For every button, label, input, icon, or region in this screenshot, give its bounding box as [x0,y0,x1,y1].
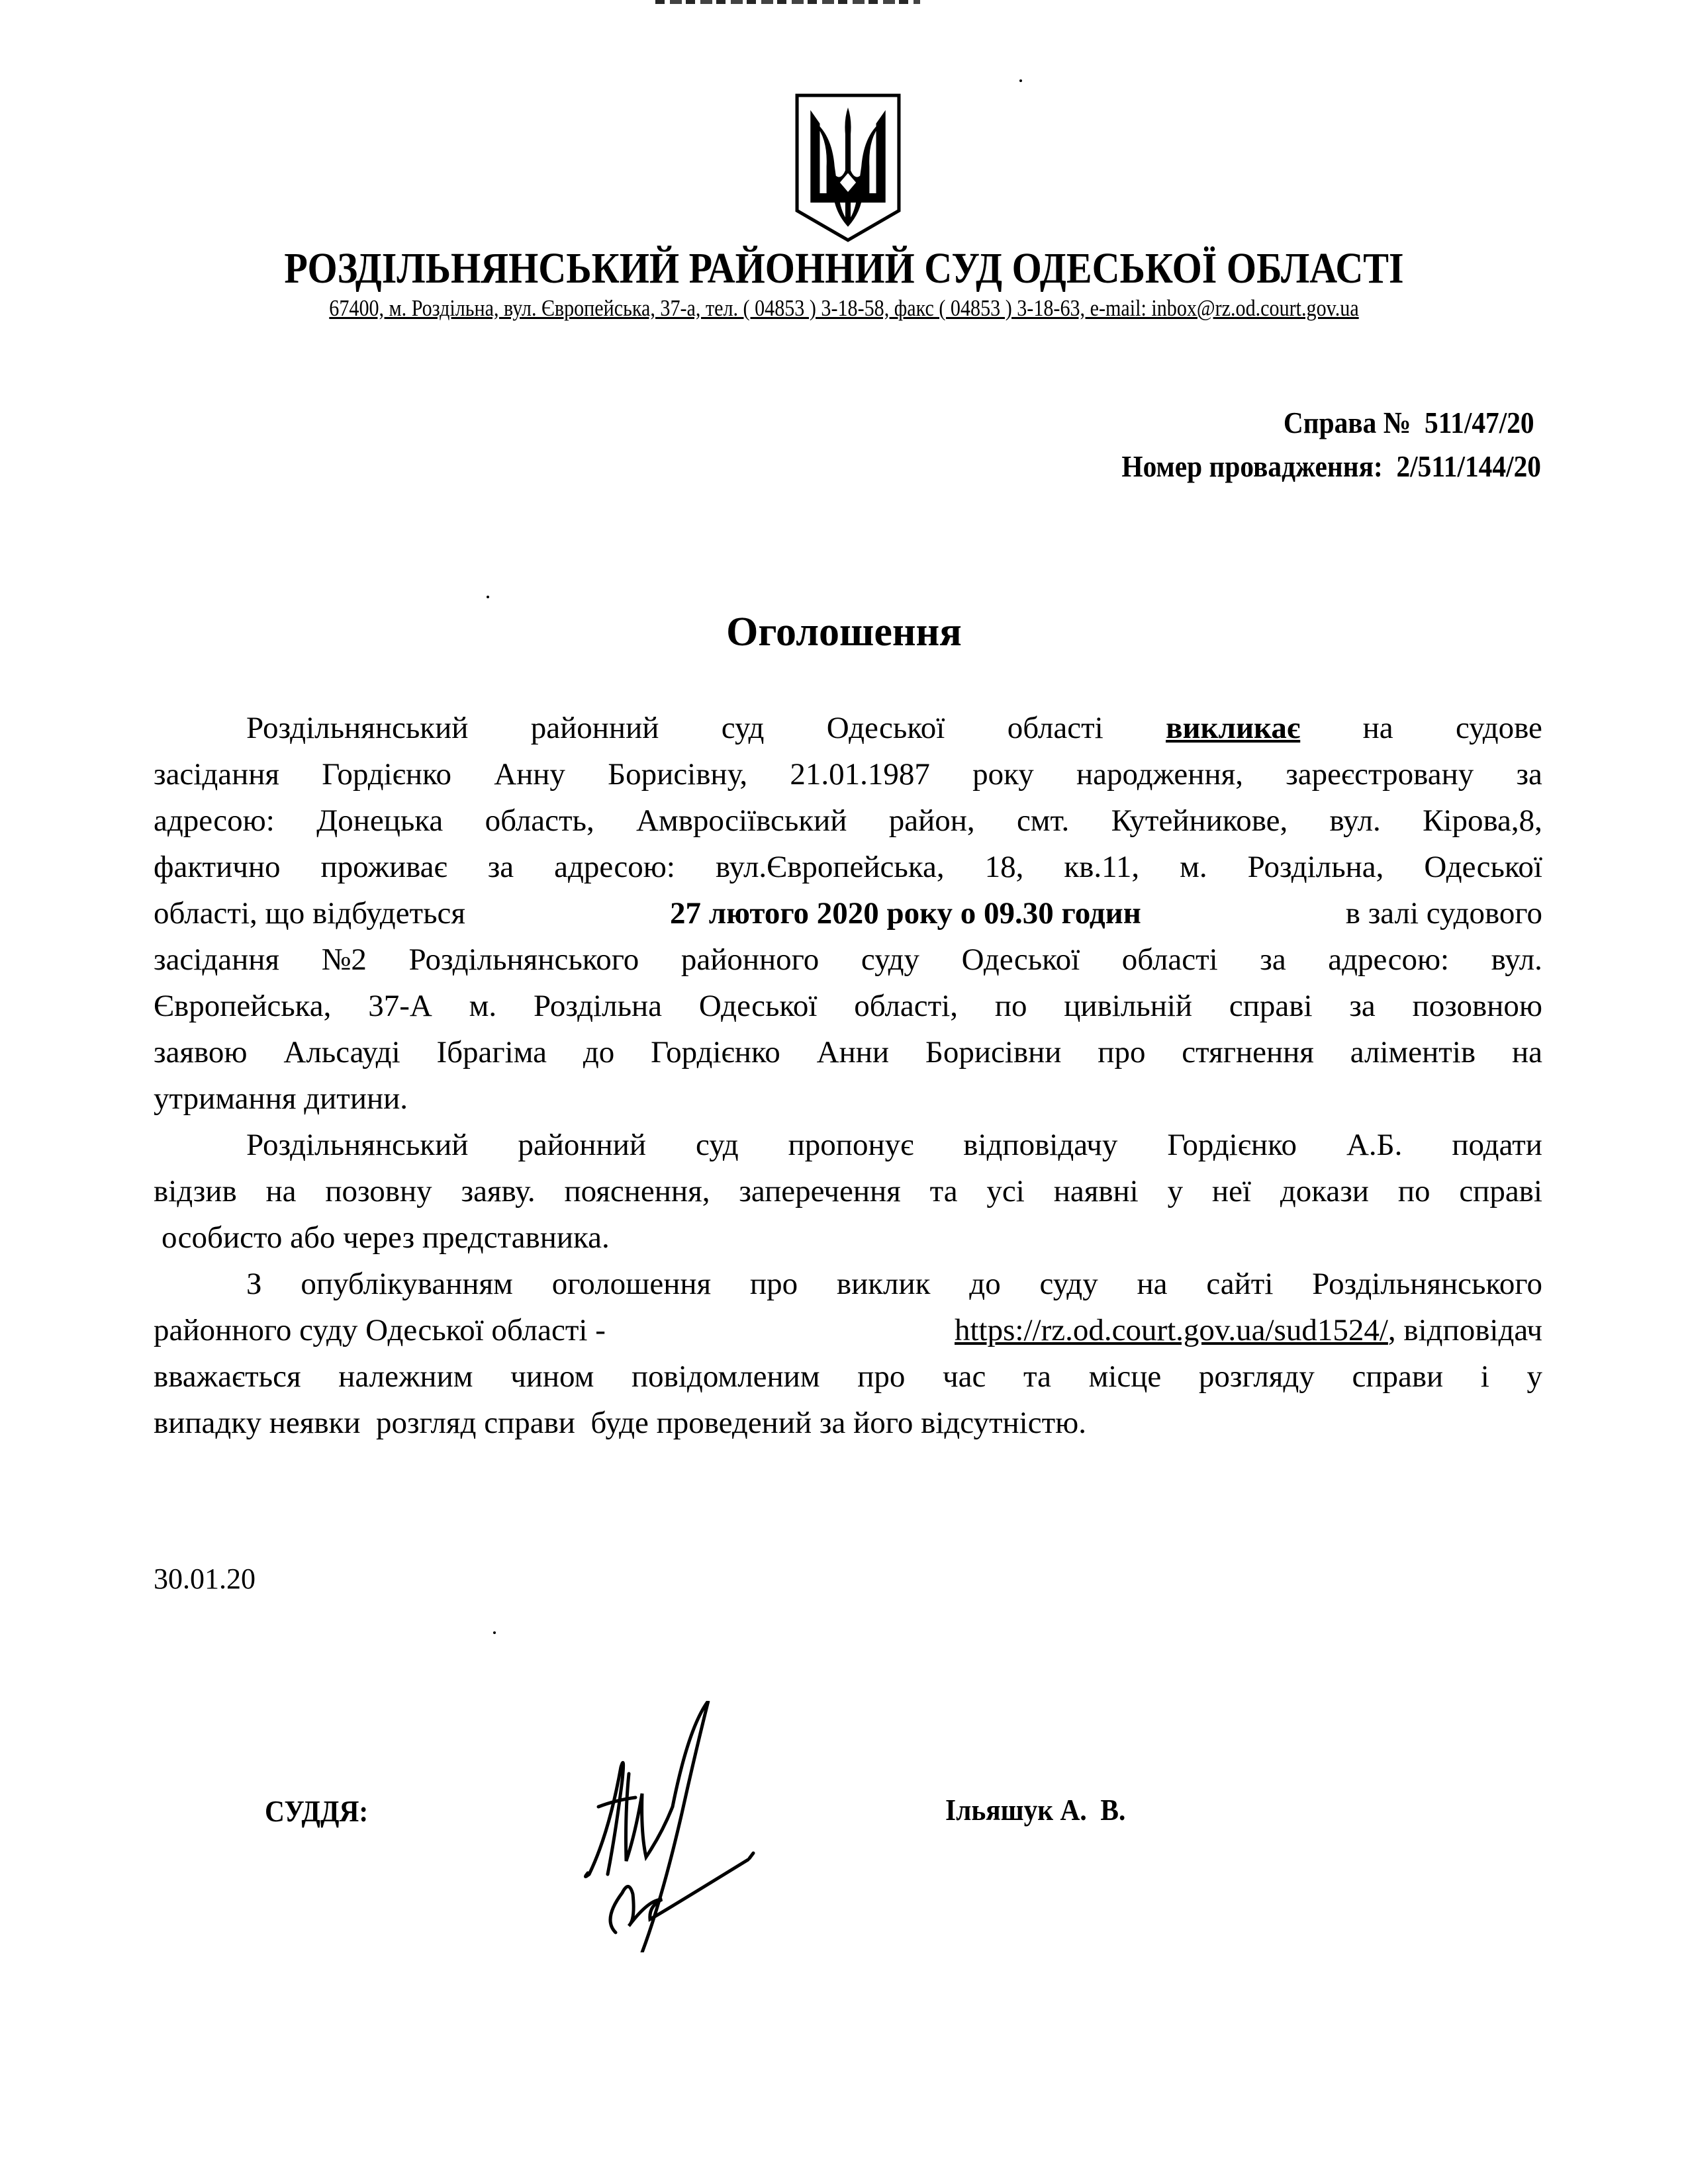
word: пропонує [788,1128,914,1162]
word: належним [338,1359,473,1394]
proceeding-number: 2/511/144/20 [1396,449,1541,483]
body-line [154,801,1542,841]
word: справі [1229,989,1313,1023]
word: районний [518,1128,646,1162]
word: за [1516,757,1542,792]
word: З [246,1267,262,1301]
word: на [1362,711,1393,745]
body-line-website [154,1310,1542,1350]
body-line [154,1357,1542,1396]
word: області, [854,989,958,1023]
word: і [1480,1359,1489,1394]
word: подати [1452,1128,1542,1162]
word: місце [1088,1359,1162,1394]
word: Одеської [1424,850,1542,884]
word: Борисівни [925,1035,1062,1069]
handwritten-signature-icon [543,1701,847,1952]
word: заявою [154,1035,248,1069]
word: засідання [154,757,280,792]
word: заяву. [461,1174,536,1208]
case-number: 511/47/20 [1425,406,1534,439]
word: аліментів [1350,1035,1476,1069]
word: неї [1211,1174,1251,1208]
case-info [1121,401,1541,488]
word: стягнення [1182,1035,1314,1069]
word: сайті [1206,1267,1274,1301]
word: Гордієнко [322,757,451,792]
word: на [1511,1035,1542,1069]
word: докази [1280,1174,1369,1208]
word: відповідачу [963,1128,1118,1162]
scan-speck [493,1631,496,1634]
word: А.Б. [1346,1128,1403,1162]
word: за [1260,942,1286,977]
word: час [942,1359,986,1394]
word: за [1349,989,1376,1023]
word: Роздільнянського [1312,1267,1542,1301]
word: суду [861,942,920,977]
word: Амвросіївський [636,803,847,838]
scan-speck [1019,79,1022,82]
word: Одеської [698,989,818,1023]
word: суду [1039,1267,1098,1301]
word: по [1397,1174,1430,1208]
word: вул. [1329,803,1381,838]
text: в залі судового [1345,896,1542,931]
word: у [1167,1174,1184,1208]
word: Кірова,8, [1423,803,1542,838]
text: районного суду Одеської області - [154,1313,606,1347]
body-line [154,847,1542,887]
court-contact-line: 67400, м. Роздільна, вул. Європейська, 37-а, тел. ( 04853 ) 3-18-58, факс ( 04853 ) 3-18-63, e-mail: inbox@rz.od.court.gov.ua [329,295,1359,321]
word: Роздільнянського [408,942,639,977]
word: вул. [1491,942,1542,977]
word: район, [888,803,975,838]
word: Кутейникове, [1111,803,1288,838]
trident-coat-of-arms-icon [794,93,902,244]
word: адресою: [1328,942,1450,977]
word: заперечення [739,1174,901,1208]
proceeding-number-line [1121,445,1541,488]
word: засідання [154,942,280,977]
word: року [972,757,1034,792]
word: на [265,1174,297,1208]
word: Ібрагіма [436,1035,547,1069]
word: до [969,1267,1001,1301]
word: Анни [816,1035,890,1069]
body-line [246,708,1542,748]
word: суд [721,711,765,745]
word: Роздільна [533,989,663,1023]
word: та [929,1174,958,1208]
word: 37-А [368,989,432,1023]
word: проживає [320,850,447,884]
court-website-link[interactable]: https://rz.od.court.gov.ua/sud1524/ [955,1313,1388,1347]
word: цивільній [1064,989,1193,1023]
word: вул.Європейська, [715,850,945,884]
word: справи [1352,1359,1444,1394]
word: Альсауді [283,1035,400,1069]
text: області, що відбудеться [154,896,466,931]
word: Роздільнянський [246,711,469,745]
judge-name: Ільяшук А. В. [945,1793,1126,1827]
word: позовну [325,1174,432,1208]
word: за [487,850,514,884]
word: районний [530,711,659,745]
word: області [1121,942,1218,977]
word: усі [986,1174,1025,1208]
word: районного [680,942,820,977]
hearing-datetime: 27 лютого 2020 року о 09.30 годин [669,896,1141,931]
word: виклик [836,1267,931,1301]
word: народження, [1076,757,1243,792]
word: про [1098,1035,1146,1069]
word: оголошення [551,1267,712,1301]
word: Одеської [826,711,945,745]
word: та [1023,1359,1051,1394]
summons-keyword: викликає [1166,711,1301,745]
word: повідомленим [632,1359,820,1394]
word: на [1137,1267,1168,1301]
word: Гордієнко [651,1035,780,1069]
body-line [246,1125,1542,1165]
body-line-hearing-date [154,893,1542,933]
word: відзив [154,1174,237,1208]
word: Роздільнянський [246,1128,469,1162]
scan-artifact [655,0,920,4]
word: Роздільна, [1247,850,1384,884]
text: утримання дитини. [154,1081,408,1116]
word: кв.11, [1064,850,1140,884]
word: адресою: [154,803,275,838]
word: у [1526,1359,1542,1394]
body-line [162,1218,1550,1257]
text: випадку неявки розгляд справи буде проведений за його відсутністю. [154,1406,1086,1440]
word: розгляду [1198,1359,1315,1394]
document-title: Оголошення [726,610,962,655]
word: справі [1459,1174,1542,1208]
word: до [583,1035,615,1069]
word: зареєстровану [1286,757,1474,792]
text: особисто або через представника. [162,1220,610,1255]
text: , відповідач [1387,1313,1542,1347]
word: м. [1180,850,1207,884]
case-number-label: Справа № [1283,406,1411,439]
word: опублікуванням [301,1267,513,1301]
word: Європейська, [154,989,332,1023]
word: адресою: [554,850,675,884]
word: Борисівну, [608,757,748,792]
word: області [1007,711,1103,745]
word: Донецька [316,803,444,838]
word: область, [485,803,594,838]
word: смт. [1016,803,1070,838]
body-line [154,754,1542,794]
word: 21.01.1987 [790,757,930,792]
word: Анну [494,757,565,792]
word: про [857,1359,906,1394]
word: позовною [1412,989,1542,1023]
word: чином [510,1359,594,1394]
word: Гордієнко [1167,1128,1297,1162]
word: суд [695,1128,739,1162]
court-name: РОЗДІЛЬНЯНСЬКИЙ РАЙОННИЙ СУД ОДЕСЬКОЇ ОБЛАСТІ [284,244,1404,293]
word: вважається [154,1359,301,1394]
word: судове [1455,711,1542,745]
document-date: 30.01.20 [154,1563,256,1595]
judge-role-label: СУДДЯ: [265,1794,369,1828]
body-line [154,940,1542,979]
word: Одеської [961,942,1080,977]
scan-speck [487,596,489,598]
word: по [994,989,1027,1023]
body-line [154,986,1542,1026]
proceeding-number-label: Номер провадження: [1121,449,1383,483]
word: 18, [984,850,1024,884]
body-line [154,1171,1542,1211]
body-line [154,1079,1542,1118]
word: наявні [1053,1174,1139,1208]
body-line [154,1403,1542,1443]
body-line [246,1264,1542,1304]
word: про [749,1267,798,1301]
body-line [154,1032,1542,1072]
word: фактично [154,850,281,884]
case-number-line [1121,401,1541,445]
word: №2 [321,942,367,977]
word: пояснення, [564,1174,710,1208]
word: м. [469,989,497,1023]
